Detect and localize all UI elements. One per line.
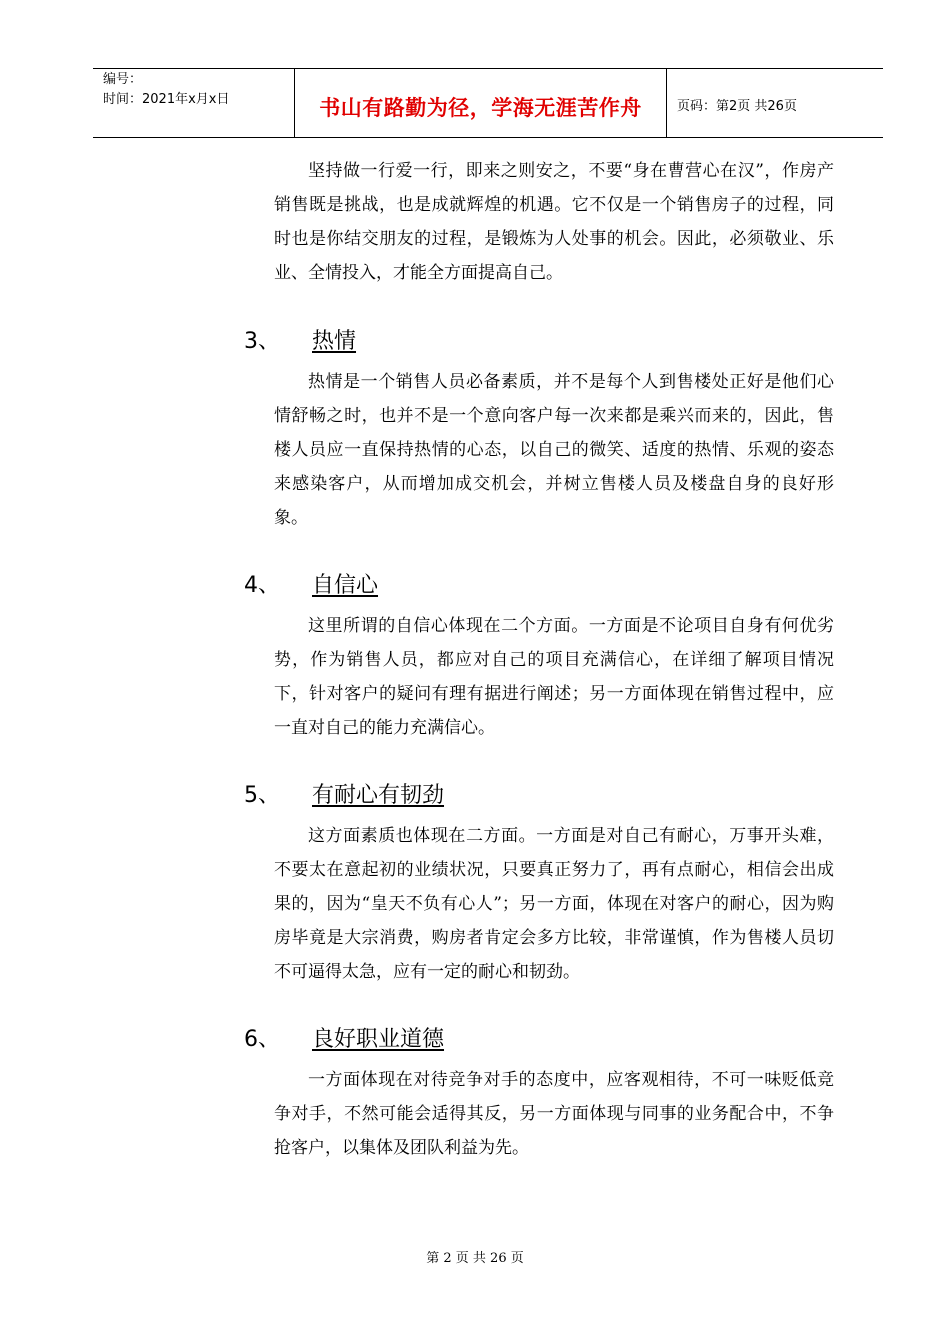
section-paragraph: 这方面素质也体现在二方面。一方面是对自己有耐心，万事开头难，不要太在意起初的业绩状况，只要真正努力了，再有点耐心，相信会出成果的，因为“皇天不负有心人”；另一方面，体现在对客户的耐心，因为购房毕竟是大宗消费，购房者肯定会多方比较，非常谨慎，作为售楼人员切不可逼得太急，应有一定的耐心和韧劲。 bbox=[274, 826, 834, 982]
page-footer: 第 2 页 共 26 页 bbox=[426, 1251, 524, 1266]
section-number: 4、 bbox=[244, 573, 280, 598]
section-number: 5、 bbox=[244, 783, 280, 808]
section-paragraph: 热情是一个销售人员必备素质，并不是每个人到售楼处正好是他们心情舒畅之时，也并不是一个意向客户每一次来都是乘兴而来的，因此，售楼人员应一直保持热情的心态，以自己的微笑、适度的热情、乐观的姿态来感染客户，从而增加成交机会，并树立售楼人员及楼盘自身的良好形象。 bbox=[274, 372, 834, 528]
intro-paragraph: 坚持做一行爱一行，即来之则安之，不要“身在曹营心在汉”，作房产销售既是挑战，也是成就辉煌的机遇。它不仅是一个销售房子的过程，同时也是你结交朋友的过程，是锻炼为人处事的机会。因此，必须敬业、乐业、全情投入，才能全方面提高自己。 bbox=[274, 161, 834, 283]
header-page-info: 页码：第2页 共26页 bbox=[677, 99, 797, 114]
header-motto: 书山有路勤为径，学海无涯苦作舟 bbox=[319, 96, 642, 120]
section-heading bbox=[244, 324, 356, 355]
section-title: 有耐心有韧劲 bbox=[312, 783, 445, 808]
section-heading bbox=[244, 778, 444, 809]
header-page-cell bbox=[667, 69, 883, 137]
section-title: 良好职业道德 bbox=[312, 1027, 445, 1052]
page-header bbox=[93, 68, 883, 138]
section-heading bbox=[244, 1022, 444, 1053]
section-number: 3、 bbox=[244, 329, 280, 354]
section-title: 自信心 bbox=[312, 573, 379, 598]
section-title: 热情 bbox=[312, 329, 357, 354]
section-paragraph: 一方面体现在对待竞争对手的态度中，应客观相待，不可一味贬低竞争对手，不然可能会适得其反，另一方面体现与同事的业务配合中，不争抢客户，以集体及团队利益为先。 bbox=[274, 1070, 834, 1158]
section-number: 6、 bbox=[244, 1027, 280, 1052]
section-paragraph: 这里所谓的自信心体现在二个方面。一方面是不论项目自身有何优劣势，作为销售人员，都应对自己的项目充满信心，在详细了解项目情况下，针对客户的疑问有理有据进行阐述；另一方面体现在销售过程中，应一直对自己的能力充满信心。 bbox=[274, 616, 834, 738]
header-motto-cell bbox=[295, 69, 667, 137]
time-label: 时间：2021年x月x日 bbox=[103, 92, 230, 107]
section-heading bbox=[244, 568, 378, 599]
serial-label: 编号： bbox=[103, 72, 143, 87]
header-meta bbox=[93, 69, 295, 137]
